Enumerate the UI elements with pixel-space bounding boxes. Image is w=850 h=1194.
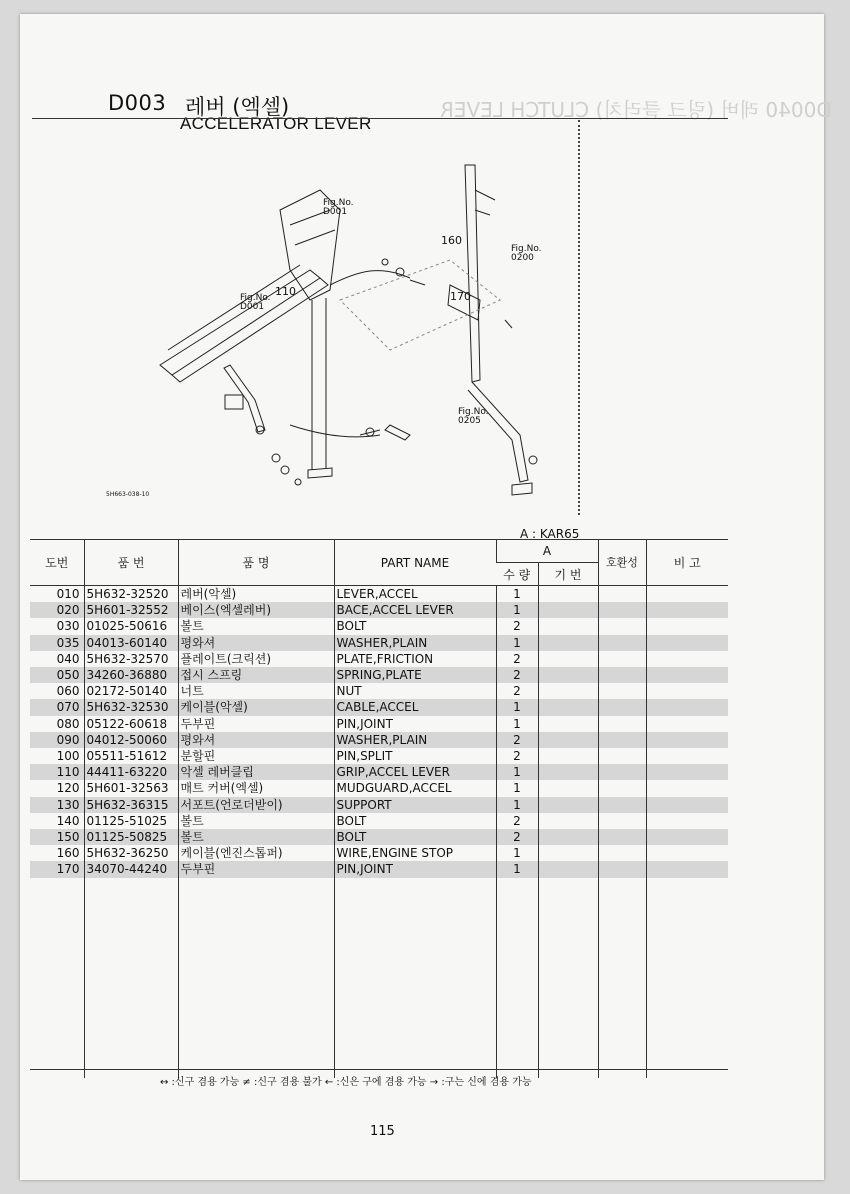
row-name-korean: 악셀 레버클립 — [178, 764, 334, 780]
row-empty-cell — [598, 813, 646, 829]
row-empty-cell — [646, 748, 728, 764]
row-empty-cell — [646, 683, 728, 699]
row-part-number: 5H601-32552 — [84, 602, 178, 618]
row-empty-cell — [598, 602, 646, 618]
header-part-no: 품 번 — [84, 540, 178, 586]
row-no: 010 — [56, 587, 80, 601]
table-row — [30, 764, 728, 780]
row-part-number: 01125-50825 — [84, 829, 178, 845]
table-row — [30, 683, 728, 699]
dotted-divider — [578, 120, 580, 515]
row-empty-cell — [538, 732, 598, 748]
header-part-name: PART NAME — [334, 540, 496, 586]
row-quantity: 2 — [496, 667, 538, 683]
row-part-name: SUPPORT — [334, 797, 496, 813]
row-empty-cell — [646, 797, 728, 813]
diagram-label: Fig.No. — [511, 244, 542, 254]
row-empty-cell — [646, 602, 728, 618]
row-part-name: BACE,ACCEL LEVER — [334, 602, 496, 618]
diagram-label: 0200 — [511, 253, 534, 263]
row-part-number: 5H601-32563 — [84, 780, 178, 796]
diagram-label: 0205 — [458, 416, 481, 426]
row-no: 030 — [56, 619, 80, 634]
row-empty-cell — [598, 732, 646, 748]
row-name-korean: 플레이트(크릭션) — [178, 651, 334, 667]
page-number: 115 — [370, 1124, 395, 1139]
row-name-korean: 매트 커버(엑셀) — [178, 780, 334, 796]
row-empty-cell — [598, 716, 646, 732]
header-model: 기 번 — [538, 563, 598, 586]
header-name-kr: 품 명 — [178, 540, 334, 586]
compatibility-legend: ↔ :신구 겸용 가능 ≠ :신구 겸용 불가 ← :신은 구에 겸용 가능 → :구는 신에 겸용 가능 — [160, 1077, 532, 1088]
row-empty-cell — [646, 732, 728, 748]
row-empty-cell — [538, 797, 598, 813]
row-empty-cell — [646, 667, 728, 683]
row-part-number: 44411-63220 — [84, 764, 178, 780]
row-part-number: 5H632-36250 — [84, 845, 178, 861]
header-no: 도번 — [30, 540, 84, 586]
callout-label: 170 — [450, 290, 471, 303]
blank-cell — [538, 878, 598, 1078]
row-part-name: CABLE,ACCEL — [334, 699, 496, 715]
row-no: 150 — [30, 829, 84, 845]
blank-cell — [178, 878, 334, 1078]
row-empty-cell — [646, 618, 728, 634]
row-name-korean: 평와셔 — [178, 635, 334, 651]
row-name-korean: 두부핀 — [178, 861, 334, 877]
row-quantity: 1 — [496, 699, 538, 715]
callout-label: 110 — [275, 285, 296, 298]
row-empty-cell — [646, 780, 728, 796]
table-row — [30, 845, 728, 861]
row-empty-cell — [646, 635, 728, 651]
table-row — [30, 829, 728, 845]
table-row — [30, 635, 728, 651]
header-rule — [32, 118, 728, 119]
row-empty-cell — [598, 651, 646, 667]
row-part-number: 04013-60140 — [84, 635, 178, 651]
row-empty-cell — [538, 764, 598, 780]
row-part-name: GRIP,ACCEL LEVER — [334, 764, 496, 780]
row-no: 080 — [56, 716, 80, 731]
row-empty-cell — [646, 651, 728, 667]
table-row — [30, 797, 728, 813]
diagram-label: D001 — [240, 302, 265, 312]
row-empty-cell — [598, 635, 646, 651]
row-empty-cell — [538, 829, 598, 845]
blank-cell — [84, 878, 178, 1078]
blank-cell — [30, 878, 84, 1078]
drawing-code: 5H663-038-10 — [106, 491, 150, 498]
row-part-number: 02172-50140 — [84, 683, 178, 699]
row-no: 090 — [30, 732, 84, 748]
row-part-name: PIN,JOINT — [334, 716, 496, 732]
page-title-korean: 레버 (엑셀) — [185, 95, 290, 119]
row-part-number: 01125-51025 — [84, 813, 178, 829]
row-empty-cell — [646, 829, 728, 845]
row-empty-cell — [598, 780, 646, 796]
row-empty-cell — [646, 861, 728, 877]
row-empty-cell — [646, 716, 728, 732]
row-empty-cell — [598, 683, 646, 699]
row-no: 020 — [30, 602, 84, 618]
row-no: 035 — [30, 635, 84, 651]
row-part-number: 5H632-32530 — [84, 699, 178, 715]
table-row — [30, 780, 728, 796]
row-empty-cell — [538, 716, 598, 732]
row-empty-cell — [646, 586, 728, 603]
blank-cell — [598, 878, 646, 1078]
row-empty-cell — [598, 699, 646, 715]
row-empty-cell — [538, 813, 598, 829]
row-part-name: BOLT — [334, 618, 496, 634]
parts-table — [30, 539, 728, 1078]
footer-rule — [30, 1069, 728, 1070]
row-part-name: WIRE,ENGINE STOP — [334, 845, 496, 861]
row-part-name: BOLT — [334, 829, 496, 845]
exploded-parts-diagram — [80, 150, 560, 510]
header-qty: 수 량 — [496, 563, 538, 586]
table-row — [30, 667, 728, 683]
table-row — [30, 748, 728, 764]
row-name-korean: 레버(악셀) — [178, 586, 334, 603]
row-empty-cell — [538, 586, 598, 603]
table-row — [30, 699, 728, 715]
row-no: 060 — [56, 684, 80, 699]
row-part-name: PIN,SPLIT — [334, 748, 496, 764]
row-empty-cell — [598, 861, 646, 877]
row-empty-cell — [538, 618, 598, 634]
row-quantity: 2 — [496, 732, 538, 748]
row-name-korean: 서포트(언로더받이) — [178, 797, 334, 813]
bleed-through-text: D0040 레버 (링크 클러치) CLUTCH LEVER — [440, 98, 832, 122]
header-remark: 비 고 — [646, 540, 728, 586]
row-part-number: 05511-51612 — [84, 748, 178, 764]
row-part-name: MUDGUARD,ACCEL — [334, 780, 496, 796]
row-name-korean: 두부핀 — [178, 716, 334, 732]
row-quantity: 1 — [496, 635, 538, 651]
table-row — [30, 602, 728, 618]
row-part-number: 01025-50616 — [84, 618, 178, 634]
row-empty-cell — [598, 586, 646, 603]
row-empty-cell — [598, 667, 646, 683]
row-quantity: 2 — [496, 683, 538, 699]
table-blank-area — [30, 878, 728, 1078]
row-no: 130 — [30, 797, 84, 813]
row-name-korean: 볼트 — [178, 618, 334, 634]
blank-cell — [496, 878, 538, 1078]
row-quantity: 1 — [496, 845, 538, 861]
row-quantity: 1 — [496, 716, 538, 732]
row-no: 050 — [30, 667, 84, 683]
row-no: 100 — [56, 749, 80, 764]
row-empty-cell — [538, 683, 598, 699]
row-empty-cell — [538, 845, 598, 861]
diagram-label: D001 — [323, 207, 348, 217]
row-empty-cell — [538, 699, 598, 715]
row-empty-cell — [646, 845, 728, 861]
table-row — [30, 732, 728, 748]
row-empty-cell — [646, 699, 728, 715]
row-empty-cell — [538, 635, 598, 651]
row-part-name: WASHER,PLAIN — [334, 732, 496, 748]
row-empty-cell — [598, 845, 646, 861]
row-name-korean: 케이블(악셀) — [178, 699, 334, 715]
row-empty-cell — [598, 797, 646, 813]
blank-cell — [334, 878, 496, 1078]
row-quantity: 1 — [496, 861, 538, 877]
row-part-number: 05122-60618 — [84, 716, 178, 732]
row-quantity: 2 — [496, 618, 538, 634]
row-part-name: SPRING,PLATE — [334, 667, 496, 683]
row-quantity: 2 — [496, 748, 538, 764]
row-no: 160 — [56, 846, 80, 861]
row-part-number: 5H632-32570 — [84, 651, 178, 667]
row-part-name: BOLT — [334, 813, 496, 829]
row-no: 120 — [56, 781, 80, 796]
row-empty-cell — [538, 651, 598, 667]
row-name-korean: 볼트 — [178, 813, 334, 829]
row-empty-cell — [598, 764, 646, 780]
row-part-name: WASHER,PLAIN — [334, 635, 496, 651]
row-part-number: 5H632-32520 — [84, 586, 178, 603]
row-empty-cell — [538, 602, 598, 618]
row-empty-cell — [538, 780, 598, 796]
row-no: 170 — [30, 861, 84, 877]
row-name-korean: 평와셔 — [178, 732, 334, 748]
row-no: 110 — [30, 764, 84, 780]
page-code: D003 — [108, 91, 167, 115]
row-part-number: 04012-50060 — [84, 732, 178, 748]
diagram-label: Fig.No. — [458, 407, 489, 417]
blank-cell — [646, 878, 728, 1078]
row-empty-cell — [538, 667, 598, 683]
row-empty-cell — [598, 748, 646, 764]
row-part-name: PLATE,FRICTION — [334, 651, 496, 667]
row-part-name: PIN,JOINT — [334, 861, 496, 877]
row-name-korean: 케이블(엔진스톱퍼) — [178, 845, 334, 861]
row-quantity: 1 — [496, 602, 538, 618]
row-part-number: 34260-36880 — [84, 667, 178, 683]
row-part-name: LEVER,ACCEL — [334, 586, 496, 603]
diagram-label: Fig.No. — [323, 198, 354, 208]
header-compat: 호환성 — [598, 540, 646, 586]
diagram-label: Fig.No. — [240, 293, 271, 303]
row-empty-cell — [598, 618, 646, 634]
row-quantity: 2 — [496, 651, 538, 667]
row-quantity: 1 — [496, 780, 538, 796]
row-part-number: 5H632-36315 — [84, 797, 178, 813]
row-no: 040 — [56, 651, 80, 666]
row-name-korean: 접시 스프링 — [178, 667, 334, 683]
row-quantity: 2 — [496, 829, 538, 845]
row-name-korean: 볼트 — [178, 829, 334, 845]
page-title-english: ACCELERATOR LEVER — [180, 114, 372, 133]
callout-label: 160 — [441, 234, 462, 247]
model-key: A : KAR65 — [520, 527, 580, 541]
row-empty-cell — [646, 813, 728, 829]
header-a: A — [496, 540, 598, 563]
row-no: 070 — [30, 699, 84, 715]
table-row — [30, 716, 728, 732]
row-quantity: 1 — [496, 586, 538, 603]
row-empty-cell — [538, 748, 598, 764]
row-no: 140 — [56, 813, 80, 828]
table-row — [30, 651, 728, 667]
table-row — [30, 813, 728, 829]
row-empty-cell — [646, 764, 728, 780]
row-part-number: 34070-44240 — [84, 861, 178, 877]
row-empty-cell — [598, 829, 646, 845]
row-name-korean: 너트 — [178, 683, 334, 699]
row-name-korean: 분할핀 — [178, 748, 334, 764]
row-quantity: 1 — [496, 797, 538, 813]
row-part-name: NUT — [334, 683, 496, 699]
row-empty-cell — [538, 861, 598, 877]
row-quantity: 1 — [496, 764, 538, 780]
table-row — [30, 861, 728, 877]
table-row — [30, 586, 728, 603]
table-row — [30, 618, 728, 634]
row-name-korean: 베이스(엑셀레버) — [178, 602, 334, 618]
row-quantity: 2 — [496, 813, 538, 829]
